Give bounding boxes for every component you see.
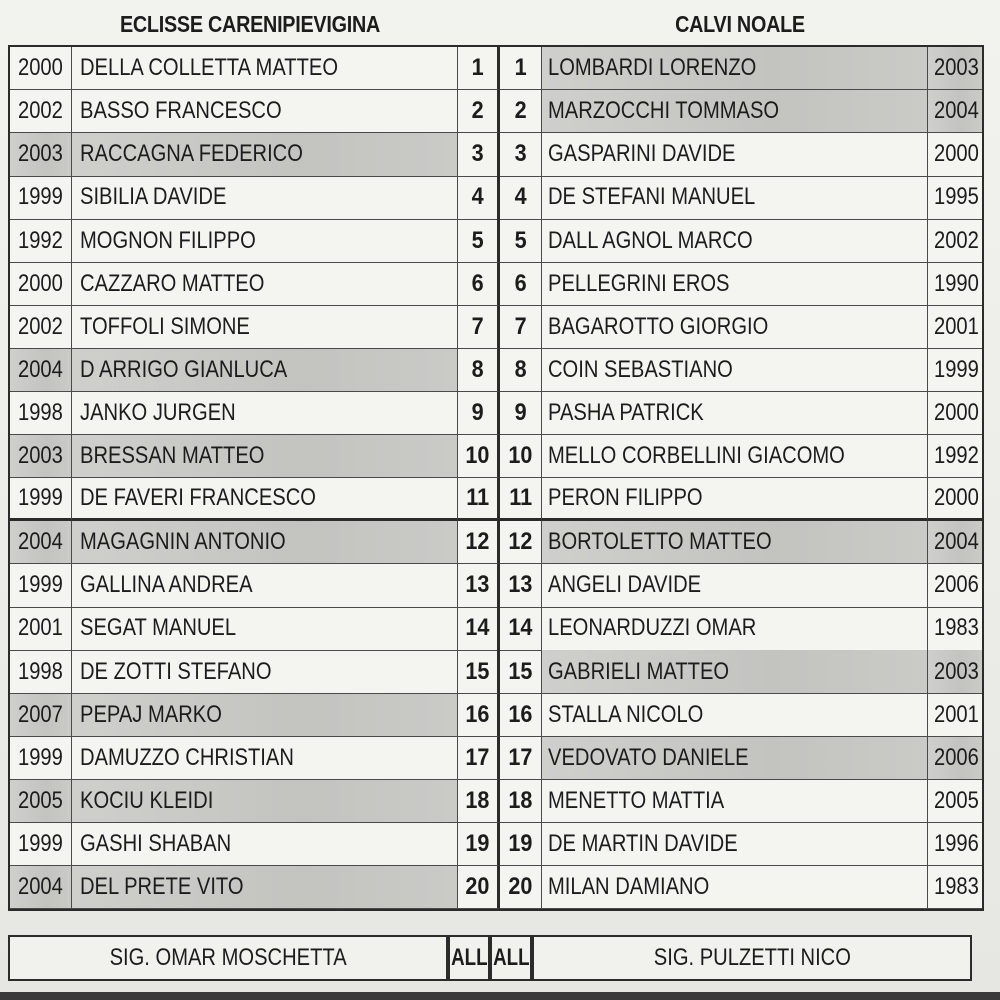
home-player-year-cell (10, 564, 72, 607)
home-player-name-cell (72, 263, 458, 306)
away-player-name: DE STEFANI MANUEL (548, 183, 756, 211)
away-player-number: 18 (508, 786, 533, 814)
away-coach-role (490, 935, 532, 981)
away-player-year-cell (928, 521, 982, 564)
away-coach-name: SIG. PULZETTI NICO (653, 944, 851, 971)
away-player-name-cell (542, 435, 928, 478)
home-player-number: 14 (465, 614, 490, 642)
home-player-name-cell (72, 478, 458, 521)
home-player-name: SEGAT MANUEL (80, 614, 237, 642)
home-player-number-cell (458, 823, 500, 866)
away-player-number-cell (500, 219, 542, 262)
away-player-number-cell (500, 306, 542, 349)
away-player-number: 1 (514, 54, 527, 82)
away-player-name: BAGAROTTO GIORGIO (548, 312, 769, 340)
home-player-number: 12 (465, 528, 490, 556)
home-player-name: TOFFOLI SIMONE (80, 312, 250, 340)
away-player-number-cell (500, 176, 542, 219)
away-player-number: 9 (514, 398, 527, 426)
away-player-name: VEDOVATO DANIELE (548, 743, 749, 771)
away-player-number-cell (500, 263, 542, 306)
home-player-number: 1 (471, 54, 484, 82)
home-player-year-cell (10, 823, 72, 866)
table-row (10, 866, 982, 909)
home-player-year-cell (10, 306, 72, 349)
away-player-number: 5 (514, 226, 527, 254)
away-player-year: 2000 (934, 140, 979, 168)
away-player-number: 14 (508, 614, 533, 642)
away-player-name: MELLO CORBELLINI GIACOMO (548, 442, 845, 470)
home-player-year-cell (10, 133, 72, 176)
home-player-number: 4 (471, 183, 484, 211)
home-player-number-cell (458, 176, 500, 219)
home-coach-role (448, 935, 490, 981)
home-player-year-cell (10, 219, 72, 262)
home-player-number: 7 (471, 312, 484, 340)
away-player-name-cell (542, 90, 928, 133)
away-player-number-cell (500, 564, 542, 607)
away-player-number: 10 (508, 442, 533, 470)
table-row (10, 564, 982, 607)
away-player-number: 19 (508, 829, 533, 857)
away-player-name: LOMBARDI LORENZO (548, 54, 757, 82)
away-player-name-cell (542, 521, 928, 564)
home-player-name-cell (72, 176, 458, 219)
away-player-number: 3 (514, 140, 527, 168)
away-player-name-cell (542, 392, 928, 435)
home-player-year-cell (10, 47, 72, 90)
away-player-number: 11 (509, 484, 532, 512)
away-player-year: 2003 (934, 657, 979, 685)
away-player-number: 2 (514, 97, 527, 125)
away-player-number: 8 (514, 355, 527, 383)
home-team-title: ECLISSE CARENIPIEVIGINA (119, 11, 381, 37)
home-player-year: 1992 (18, 226, 63, 254)
away-player-name: MENETTO MATTIA (548, 786, 725, 814)
home-player-name: CAZZARO MATTEO (80, 269, 265, 297)
home-player-name: KOCIU KLEIDI (80, 786, 214, 814)
home-player-name: BASSO FRANCESCO (80, 97, 282, 125)
home-player-name: DEL PRETE VITO (80, 873, 244, 901)
home-coach-role-label: ALL (450, 944, 488, 971)
home-player-year-cell (10, 90, 72, 133)
away-player-number-cell (500, 521, 542, 564)
home-player-year: 2002 (18, 312, 63, 340)
home-player-name: MAGAGNIN ANTONIO (80, 528, 286, 556)
away-player-name-cell (542, 306, 928, 349)
away-player-name: PERON FILIPPO (548, 484, 703, 512)
away-player-name: GASPARINI DAVIDE (548, 140, 736, 168)
away-player-number-cell (500, 392, 542, 435)
away-player-number-cell (500, 650, 542, 693)
away-player-number-cell (500, 607, 542, 650)
home-player-number-cell (458, 349, 500, 392)
away-player-number-cell (500, 349, 542, 392)
home-player-number-cell (458, 263, 500, 306)
home-player-year-cell (10, 176, 72, 219)
home-player-name-cell (72, 694, 458, 737)
home-player-year: 1998 (18, 657, 63, 685)
away-player-name: DALL AGNOL MARCO (548, 226, 753, 254)
home-player-number: 13 (465, 571, 490, 599)
table-row (10, 435, 982, 478)
away-player-number: 15 (508, 657, 533, 685)
home-player-year-cell (10, 263, 72, 306)
away-player-number: 16 (508, 700, 533, 728)
home-player-year: 1999 (18, 571, 63, 599)
away-coach-role-label: ALL (492, 944, 530, 971)
away-player-year: 2004 (934, 97, 979, 125)
home-player-year: 2000 (18, 269, 63, 297)
home-player-year-cell (10, 737, 72, 780)
away-player-year-cell (928, 478, 982, 521)
home-player-name: SIBILIA DAVIDE (80, 183, 227, 211)
home-player-year: 1999 (18, 829, 63, 857)
home-player-year-cell (10, 866, 72, 909)
home-player-year-cell (10, 694, 72, 737)
home-player-number: 20 (465, 873, 490, 901)
home-player-number: 19 (465, 829, 490, 857)
home-player-year: 1999 (18, 743, 63, 771)
away-player-year: 1999 (934, 355, 979, 383)
table-row (10, 90, 982, 133)
bottom-rule (0, 992, 1000, 1000)
home-player-number-cell (458, 478, 500, 521)
table-row (10, 349, 982, 392)
table-row (10, 607, 982, 650)
table-row (10, 521, 982, 564)
home-player-name: DAMUZZO CHRISTIAN (80, 743, 294, 771)
table-row (10, 306, 982, 349)
home-player-number: 3 (471, 140, 484, 168)
away-player-year-cell (928, 650, 982, 693)
home-player-year-cell (10, 650, 72, 693)
away-player-year: 1983 (934, 873, 979, 901)
home-player-number-cell (458, 219, 500, 262)
away-player-year-cell (928, 47, 982, 90)
away-player-year-cell (928, 737, 982, 780)
away-player-number-cell (500, 823, 542, 866)
home-player-number: 18 (465, 786, 490, 814)
away-player-number-cell (500, 866, 542, 909)
away-player-year: 2002 (934, 226, 979, 254)
home-player-year-cell (10, 349, 72, 392)
away-player-name-cell (542, 263, 928, 306)
away-player-name-cell (542, 823, 928, 866)
home-player-name: RACCAGNA FEDERICO (80, 140, 303, 168)
away-player-name: PASHA PATRICK (548, 398, 704, 426)
away-player-year-cell (928, 564, 982, 607)
home-player-year: 2004 (18, 873, 63, 901)
away-player-year: 1995 (934, 183, 979, 211)
away-player-number: 20 (508, 873, 533, 901)
away-player-year: 2004 (934, 528, 979, 556)
home-player-number-cell (458, 521, 500, 564)
away-player-name: MARZOCCHI TOMMASO (548, 97, 780, 125)
home-player-name-cell (72, 392, 458, 435)
table-row (10, 650, 982, 693)
lineup-table (8, 45, 984, 911)
home-player-number-cell (458, 90, 500, 133)
home-player-year-cell (10, 607, 72, 650)
away-player-name-cell (542, 694, 928, 737)
home-player-name-cell (72, 607, 458, 650)
away-player-year-cell (928, 392, 982, 435)
home-player-number-cell (458, 694, 500, 737)
home-player-year: 2001 (18, 614, 63, 642)
home-player-number-cell (458, 306, 500, 349)
away-player-name: COIN SEBASTIANO (548, 355, 733, 383)
away-player-year: 2006 (934, 743, 979, 771)
away-player-name: MILAN DAMIANO (548, 873, 710, 901)
away-player-name: BORTOLETTO MATTEO (548, 528, 772, 556)
home-player-name-cell (72, 780, 458, 823)
away-player-year-cell (928, 219, 982, 262)
home-player-name-cell (72, 823, 458, 866)
table-row (10, 823, 982, 866)
home-player-name: JANKO JURGEN (80, 398, 236, 426)
home-player-number: 17 (465, 743, 490, 771)
home-player-number-cell (458, 780, 500, 823)
table-row (10, 133, 982, 176)
home-player-name-cell (72, 219, 458, 262)
home-player-year-cell (10, 521, 72, 564)
home-player-name: DE ZOTTI STEFANO (80, 657, 272, 685)
home-player-name-cell (72, 435, 458, 478)
away-player-year-cell (928, 823, 982, 866)
away-player-year: 2003 (934, 54, 979, 82)
away-player-number: 13 (508, 571, 533, 599)
home-player-name-cell (72, 133, 458, 176)
home-player-number: 6 (471, 269, 484, 297)
home-player-number-cell (458, 47, 500, 90)
away-player-name: LEONARDUZZI OMAR (548, 614, 757, 642)
away-player-number: 12 (508, 528, 533, 556)
away-player-year: 2005 (934, 786, 979, 814)
home-player-number-cell (458, 866, 500, 909)
home-player-name: PEPAJ MARKO (80, 700, 222, 728)
home-player-number-cell (458, 650, 500, 693)
home-player-year: 2002 (18, 97, 63, 125)
away-player-year: 2000 (934, 398, 979, 426)
home-player-name: MOGNON FILIPPO (80, 226, 256, 254)
home-coach-name: SIG. OMAR MOSCHETTA (109, 944, 347, 971)
home-player-number-cell (458, 737, 500, 780)
home-player-year-cell (10, 435, 72, 478)
away-player-year-cell (928, 780, 982, 823)
away-player-name-cell (542, 650, 928, 693)
home-player-name: DELLA COLLETTA MATTEO (80, 54, 339, 82)
home-player-name-cell (72, 650, 458, 693)
home-player-name: DE FAVERI FRANCESCO (80, 484, 316, 512)
away-player-year: 2001 (934, 700, 979, 728)
away-player-year: 1996 (934, 829, 979, 857)
home-player-name-cell (72, 349, 458, 392)
home-player-number-cell (458, 564, 500, 607)
away-player-year-cell (928, 176, 982, 219)
home-player-name: D ARRIGO GIANLUCA (80, 355, 288, 383)
coaches-row (8, 935, 972, 981)
away-player-year: 1992 (934, 442, 979, 470)
table-row (10, 694, 982, 737)
home-player-number-cell (458, 607, 500, 650)
table-row (10, 263, 982, 306)
away-player-number-cell (500, 780, 542, 823)
table-row (10, 219, 982, 262)
table-row (10, 780, 982, 823)
home-player-name: GALLINA ANDREA (80, 571, 253, 599)
home-coach (8, 935, 448, 981)
home-player-year-cell (10, 780, 72, 823)
away-player-name-cell (542, 133, 928, 176)
away-player-number-cell (500, 694, 542, 737)
away-player-name-cell (542, 47, 928, 90)
home-player-number: 9 (471, 398, 484, 426)
away-player-name: ANGELI DAVIDE (548, 571, 702, 599)
home-player-year: 2000 (18, 54, 63, 82)
table-row (10, 47, 982, 90)
home-player-year-cell (10, 392, 72, 435)
home-player-year: 2004 (18, 355, 63, 383)
away-player-number: 7 (514, 312, 527, 340)
home-player-number: 8 (471, 355, 484, 383)
table-row (10, 737, 982, 780)
away-player-number: 6 (514, 269, 527, 297)
away-player-number-cell (500, 478, 542, 521)
away-player-number: 17 (508, 743, 533, 771)
home-player-year: 2003 (18, 140, 63, 168)
home-player-name: GASHI SHABAN (80, 829, 232, 857)
away-player-year-cell (928, 133, 982, 176)
away-player-name-cell (542, 564, 928, 607)
home-player-year: 1999 (18, 183, 63, 211)
home-player-number: 10 (465, 442, 490, 470)
home-player-name-cell (72, 521, 458, 564)
away-player-number-cell (500, 47, 542, 90)
table-row (10, 392, 982, 435)
away-player-number-cell (500, 435, 542, 478)
home-player-number: 11 (466, 484, 489, 512)
away-player-name-cell (542, 866, 928, 909)
away-player-name-cell (542, 607, 928, 650)
away-player-year: 1983 (934, 614, 979, 642)
home-player-name-cell (72, 47, 458, 90)
home-player-number-cell (458, 133, 500, 176)
home-player-number: 2 (471, 97, 484, 125)
home-player-year-cell (10, 478, 72, 521)
away-player-name: PELLEGRINI EROS (548, 269, 730, 297)
home-player-year: 1998 (18, 398, 63, 426)
away-player-year-cell (928, 90, 982, 133)
away-player-number-cell (500, 737, 542, 780)
home-player-year: 2004 (18, 528, 63, 556)
away-player-name-cell (542, 780, 928, 823)
home-player-number: 5 (471, 226, 484, 254)
away-player-name-cell (542, 349, 928, 392)
home-player-name-cell (72, 737, 458, 780)
home-player-number-cell (458, 392, 500, 435)
away-player-number-cell (500, 90, 542, 133)
table-row (10, 176, 982, 219)
away-player-name: DE MARTIN DAVIDE (548, 829, 738, 857)
away-player-name-cell (542, 737, 928, 780)
away-player-year-cell (928, 349, 982, 392)
away-coach (532, 935, 972, 981)
away-player-name: STALLA NICOLO (548, 700, 704, 728)
home-player-name-cell (72, 90, 458, 133)
home-player-name-cell (72, 564, 458, 607)
away-player-year: 2006 (934, 571, 979, 599)
home-player-year: 2003 (18, 442, 63, 470)
home-player-name: BRESSAN MATTEO (80, 442, 265, 470)
away-player-name: GABRIELI MATTEO (548, 657, 730, 685)
home-player-number: 15 (465, 657, 490, 685)
away-player-year-cell (928, 607, 982, 650)
home-player-year: 2005 (18, 786, 63, 814)
away-player-year-cell (928, 694, 982, 737)
home-player-year: 2007 (18, 700, 63, 728)
away-player-year: 1990 (934, 269, 979, 297)
away-player-number-cell (500, 133, 542, 176)
home-player-name-cell (72, 866, 458, 909)
away-player-year-cell (928, 306, 982, 349)
home-player-year: 1999 (18, 484, 63, 512)
table-row (10, 478, 982, 521)
home-player-name-cell (72, 306, 458, 349)
away-player-year: 2000 (934, 484, 979, 512)
away-player-year-cell (928, 866, 982, 909)
away-player-name-cell (542, 478, 928, 521)
home-player-number-cell (458, 435, 500, 478)
away-player-number: 4 (514, 183, 527, 211)
away-player-name-cell (542, 219, 928, 262)
home-player-number: 16 (465, 700, 490, 728)
away-team-title: CALVI NOALE (675, 11, 805, 37)
away-player-year-cell (928, 435, 982, 478)
away-player-year-cell (928, 263, 982, 306)
away-player-year: 2001 (934, 312, 979, 340)
away-player-name-cell (542, 176, 928, 219)
